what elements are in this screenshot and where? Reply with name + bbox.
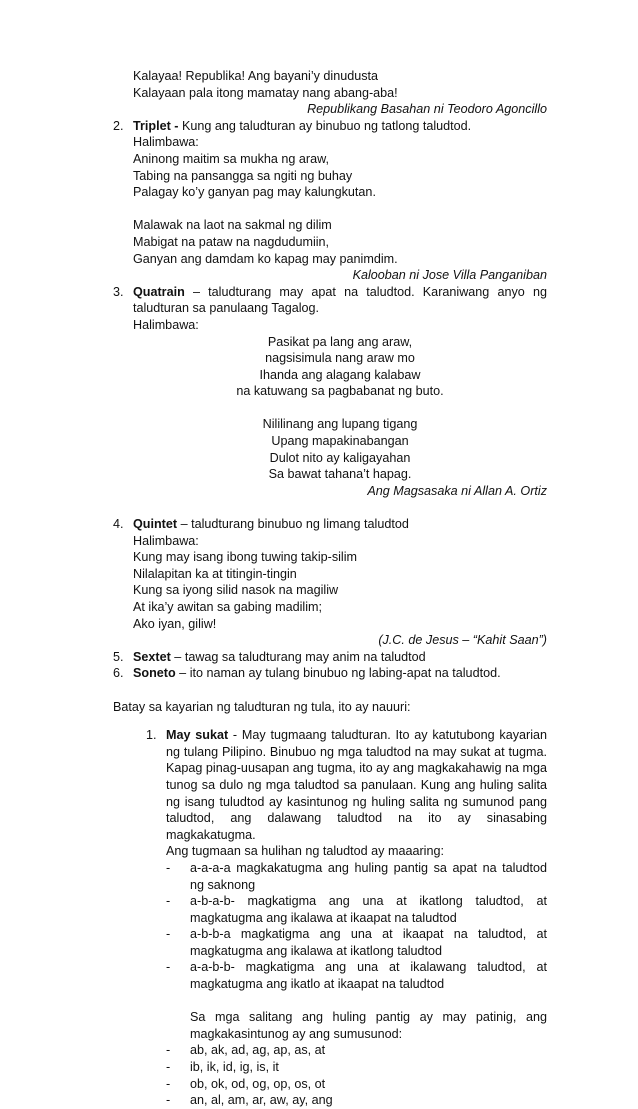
term-definition: – taludturang may apat na taludtod. Karaniwang anyo ng taludturan sa panulaang Tagalog. <box>133 284 547 316</box>
list-number: 6. <box>113 666 124 681</box>
list-item <box>166 1076 547 1093</box>
dash-bullet: - <box>166 1093 171 1108</box>
intro-stanza <box>113 68 547 101</box>
example-label: Halimbawa: <box>133 533 199 548</box>
poem-line: Kung may isang ibong tuwing takip-silim <box>133 550 358 565</box>
poem-credit: (J.C. de Jesus – “Kahit Saan”) <box>378 633 547 648</box>
list-item-may-sukat <box>146 727 547 1109</box>
list-item <box>166 1092 547 1109</box>
pattern-text: a-b-b-a magkatigma ang una at ikaapat na taludtod, at magkatugma ang ikalawa at ikatlong taludtod <box>190 927 547 958</box>
poem-line: Sa bawat tahana’t hapag. <box>268 467 412 482</box>
poem-line: Dulot nito ay kaligayahan <box>269 450 411 465</box>
dash-bullet: - <box>166 960 171 975</box>
poem-stanza <box>133 217 547 267</box>
pattern-text: a-b-a-b- magkatigma ang una at ikatlong taludtod, at magkatugma ang ikalawa at ikaapat na taludtod <box>190 894 547 925</box>
list-item <box>166 893 547 926</box>
dash-bullet: - <box>166 927 171 942</box>
example-label: Halimbawa: <box>133 317 199 332</box>
term-definition: - May tugmaang taludturan. Ito ay katutubong kayarian ng tulang Pilipino. Binubuo ng mga taludtod na may sukat at tugma. Kapag pinag-uusapan ang tugma, ito ay ang magkakahawig na mga tunog sa dulo ng mga taludtod sa panulaan. Kung ang huling salita ng isang tuludtod ay kasintunog ng huling salita ng sumunod pang taludtod, ang dalawang taludtod na ito ay sinasabing magkakatugma. <box>166 728 548 842</box>
list-item-quintet <box>113 516 547 632</box>
list-number: 3. <box>113 284 124 299</box>
poem-stanza <box>133 151 547 201</box>
poem-line: Ganyan ang damdam ko kapag may panimdim. <box>133 251 398 266</box>
poem-stanza <box>133 549 547 632</box>
list-number: 1. <box>146 728 157 743</box>
poem-line: Ako iyan, giliw! <box>133 616 217 631</box>
term-label: May sukat <box>166 728 229 743</box>
poem-line: Ihanda ang alagang kalabaw <box>259 367 421 382</box>
poem-line: Aninong maitim sa mukha ng araw, <box>133 151 330 166</box>
ending-text: an, al, am, ar, aw, ay, ang <box>190 1093 333 1108</box>
term-definition: – taludturang binubuo ng limang taludtod <box>177 517 409 532</box>
list-item-quatrain <box>113 284 547 483</box>
list-item <box>166 926 547 959</box>
ending-text: ob, ok, od, og, op, os, ot <box>190 1076 326 1091</box>
section-intro: Batay sa kayarian ng taludturan ng tula, ito ay nauuri: <box>113 699 411 714</box>
list-item <box>166 860 547 893</box>
dash-bullet: - <box>166 1060 171 1075</box>
poem-line: Tabing na pansangga sa ngiti ng buhay <box>133 168 353 183</box>
term-label: Sextet <box>133 649 171 664</box>
example-label: Halimbawa: <box>133 135 199 150</box>
list-item <box>166 959 547 992</box>
poem-line: Nilalapitan ka at titingin-tingin <box>133 566 297 581</box>
poem-line: Kalayaan pala itong mamatay nang abang-aba! <box>133 85 398 100</box>
poem-line: Nililinang ang lupang tigang <box>262 417 418 432</box>
poem-line: Pasikat pa lang ang araw, <box>267 334 413 349</box>
poem-credit: Kalooban ni Jose Villa Panganiban <box>352 268 547 283</box>
poem-credit: Ang Magsasaka ni Allan A. Ortiz <box>367 483 547 498</box>
term-label: Soneto <box>133 666 176 681</box>
term-label: Triplet - <box>133 118 179 133</box>
dash-bullet: - <box>166 894 171 909</box>
list-number: 4. <box>113 517 124 532</box>
list-item <box>166 1059 547 1076</box>
ending-text: ab, ak, ad, ag, ap, as, at <box>190 1043 326 1058</box>
poem-credit: Republikang Basahan ni Teodoro Agoncillo <box>307 102 547 117</box>
sub-list <box>113 727 547 1109</box>
ending-text: ib, ik, id, ig, is, it <box>190 1060 279 1075</box>
poem-line: Kalayaa! Republika! Ang bayani’y dinudusta <box>133 69 379 83</box>
term-label: Quatrain <box>133 284 185 299</box>
pattern-text: a-a-b-b- magkatigma ang una at ikalawang taludtod, at magkatugma ang ikatlo at ikaapat na taludtod <box>190 960 547 992</box>
poem-line: nagsisimula nang araw mo <box>265 351 415 366</box>
term-definition: Kung ang taludturan ay binubuo ng tatlong taludtod. <box>178 118 472 133</box>
list-item-soneto <box>113 665 547 682</box>
dash-bullet: - <box>166 860 171 875</box>
list-item-triplet <box>113 118 547 267</box>
poem-line: na katuwang sa pagbabanat ng buto. <box>236 384 444 399</box>
list-number: 5. <box>113 649 124 664</box>
poem-line: At ika’y awitan sa gabing madilim; <box>133 600 322 614</box>
tugmaan-intro: Ang tugmaan sa hulihan ng taludtod ay maaaring: <box>166 844 444 859</box>
dash-bullet: - <box>166 1043 171 1058</box>
poem-line: Palagay ko’y ganyan pag may kalungkutan. <box>133 185 376 200</box>
term-label: Quintet <box>133 517 178 532</box>
term-definition: – ito naman ay tulang binubuo ng labing-apat na taludtod. <box>175 666 501 681</box>
poem-line: Upang mapakinabangan <box>271 434 409 449</box>
dash-bullet: - <box>166 1076 171 1091</box>
poem-stanza <box>133 334 547 400</box>
patinig-intro: Sa mga salitang ang huling pantig ay may patinig, ang magkakasintunog ay ang sumusunod: <box>190 1010 547 1041</box>
pattern-text: a-a-a-a magkakatugma ang huling pantig sa apat na taludtod ng saknong <box>190 860 547 892</box>
poem-line: Kung sa iyong silid nasok na magiliw <box>133 583 339 598</box>
term-definition: – tawag sa taludturang may anim na taludtod <box>170 649 426 664</box>
list-number: 2. <box>113 118 124 133</box>
poem-line: Malawak na laot na sakmal ng dilim <box>133 218 332 233</box>
list-item-sextet <box>113 649 547 666</box>
poem-stanza <box>133 416 547 482</box>
poem-line: Mabigat na pataw na nagdudumiin, <box>133 234 330 249</box>
